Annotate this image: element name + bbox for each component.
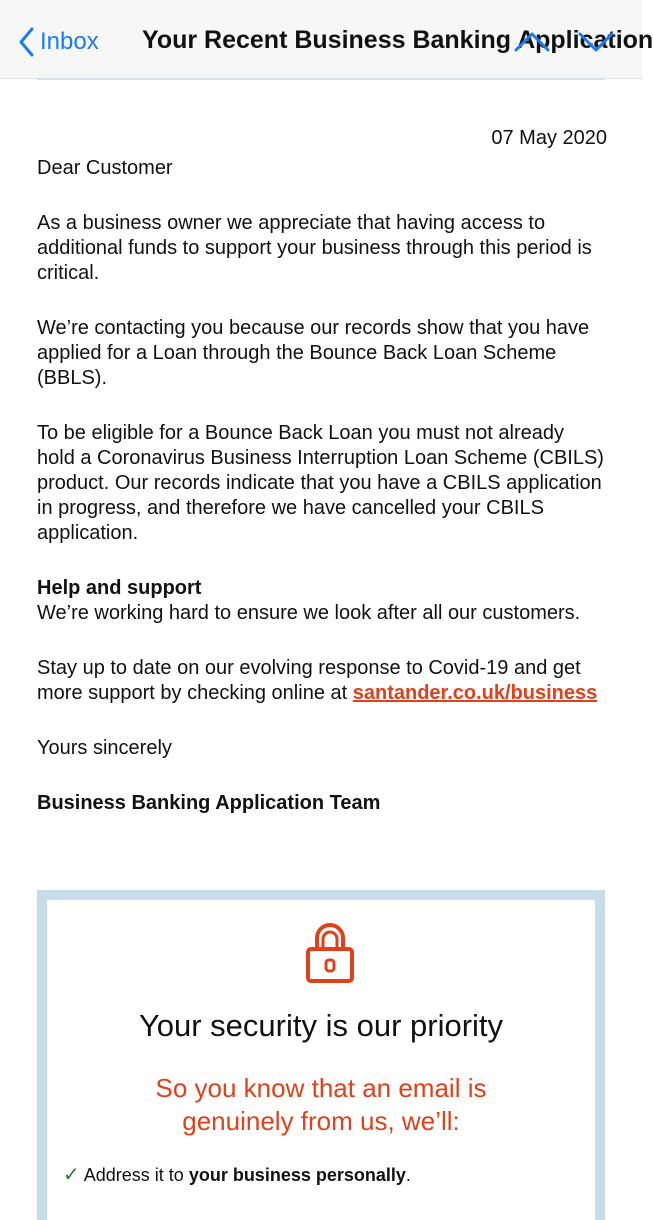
checkmark-icon: ✓: [63, 1164, 80, 1186]
email-date: 07 May 2020: [491, 127, 607, 149]
security-panel: [37, 890, 605, 1220]
message-subject-title: Your Recent Business Banking Application: [142, 26, 653, 54]
signoff: Yours sincerely: [37, 737, 172, 759]
email-body: [37, 126, 607, 816]
covid-text: Stay up to date on our evolving response to Covid-19 and get more support by checking online at: [37, 657, 581, 704]
next-message-button[interactable]: [576, 28, 616, 56]
security-subtitle: So you know that an email is genuinely from us, we’ll:: [155, 1073, 487, 1136]
greeting: Dear Customer: [37, 157, 173, 179]
padlock-icon: [305, 922, 355, 984]
security-item-prefix: Address it to: [83, 1165, 189, 1185]
security-item: [63, 1162, 411, 1187]
previous-message-button[interactable]: [512, 28, 552, 56]
chevron-left-icon: [18, 27, 34, 57]
covid-paragraph: [37, 656, 607, 706]
back-label: Inbox: [40, 28, 99, 55]
chevron-up-icon: [512, 28, 552, 56]
security-item-bold: your business personally: [188, 1165, 406, 1185]
divider: [37, 78, 605, 80]
paragraph-cbils: To be eligible for a Bounce Back Loan you must not already hold a Coronavirus Business Interruption Loan Scheme (CBILS) product. Our records indicate that you have a CBILS application in progress, and therefore we have cancelled your CBILS application.: [37, 422, 604, 544]
paragraph-funds: As a business owner we appreciate that having access to additional funds to support your business through this period is critical.: [37, 212, 592, 284]
help-text: We’re working hard to ensure we look after all our customers.: [37, 602, 581, 624]
back-to-inbox-button[interactable]: [18, 22, 99, 62]
navigation-bar: [0, 0, 653, 79]
santander-business-link[interactable]: santander.co.uk/business: [352, 682, 598, 704]
paragraph-bbls: We’re contacting you because our records show that you have applied for a Loan through the Bounce Back Loan Scheme (BBLS).: [37, 317, 590, 389]
help-heading: Help and support: [37, 577, 202, 599]
team-name: Business Banking Application Team: [37, 792, 381, 814]
security-title: Your security is our priority: [138, 1008, 504, 1043]
security-item-suffix: .: [405, 1165, 411, 1185]
chevron-down-icon: [576, 28, 616, 56]
